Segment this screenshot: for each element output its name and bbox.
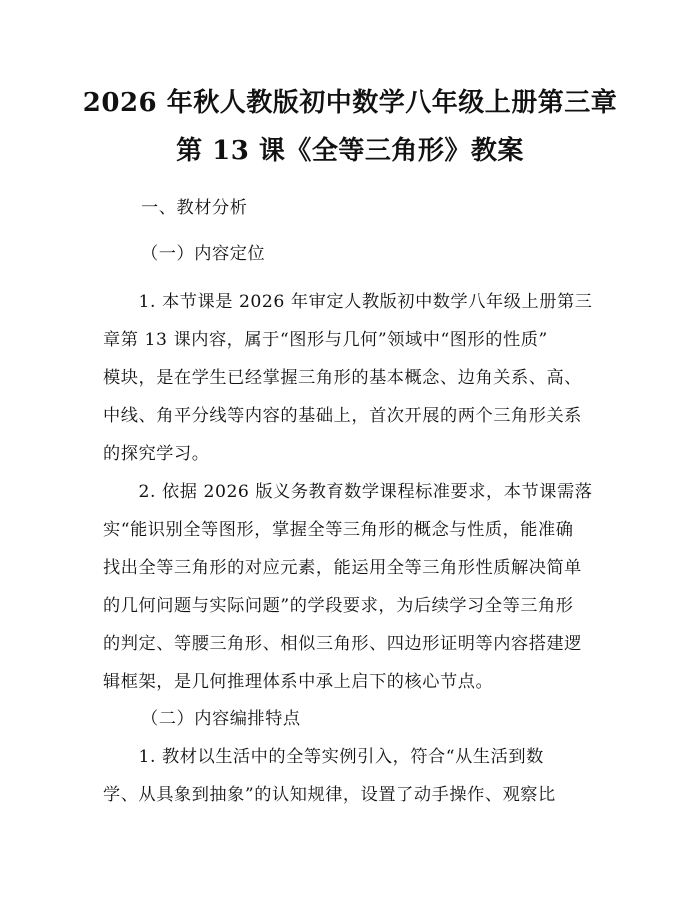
paragraph-2-line: 辑框架，是几何推理体系中承上启下的核心节点。 [103, 672, 494, 692]
paragraph-3-line: 学、从具象到抽象”的认知规律，设置了动手操作、观察比 [103, 785, 556, 805]
document-title-line-1: 2026 年秋人教版初中数学八年级上册第三章 [82, 88, 618, 118]
paragraph-1-line: 模块，是在学生已经掌握三角形的基本概念、边角关系、高、 [103, 368, 582, 388]
paragraph-1-line: 中线、角平分线等内容的基础上，首次开展的两个三角形关系 [103, 406, 582, 426]
document-title-line-2: 第 13 课《全等三角形》教案 [176, 136, 524, 166]
paragraph-1-line: 章第 13 课内容，属于“图形与几何”领域中“图形的性质” [103, 330, 548, 350]
paragraph-2 [103, 473, 603, 701]
paragraph-1 [103, 283, 603, 473]
paragraph-3-line: 1. 教材以生活中的全等实例引入，符合“从生活到数 [103, 747, 544, 767]
paragraph-1-line: 的探究学习。 [103, 444, 210, 464]
paragraph-1-line: 1. 本节课是 2026 年审定人教版初中数学八年级上册第三 [103, 292, 593, 312]
subsection-heading-content-positioning: （一）内容定位 [141, 244, 266, 264]
paragraph-2-line: 的几何问题与实际问题”的学段要求，为后续学习全等三角形 [103, 596, 574, 616]
section-heading-textbook-analysis: 一、教材分析 [141, 198, 248, 218]
paragraph-3 [103, 738, 603, 814]
paragraph-2-line: 找出全等三角形的对应元素，能运用全等三角形性质解决简单 [103, 558, 582, 578]
paragraph-2-line: 实“能识别全等图形，掌握全等三角形的概念与性质，能准确 [103, 520, 574, 540]
paragraph-2-line: 的判定、等腰三角形、相似三角形、四边形证明等内容搭建逻 [103, 634, 582, 654]
subsection-heading-content-arrangement: （二）内容编排特点 [141, 709, 301, 729]
paragraph-2-line: 2. 依据 2026 版义务教育数学课程标准要求，本节课需落 [103, 482, 593, 502]
